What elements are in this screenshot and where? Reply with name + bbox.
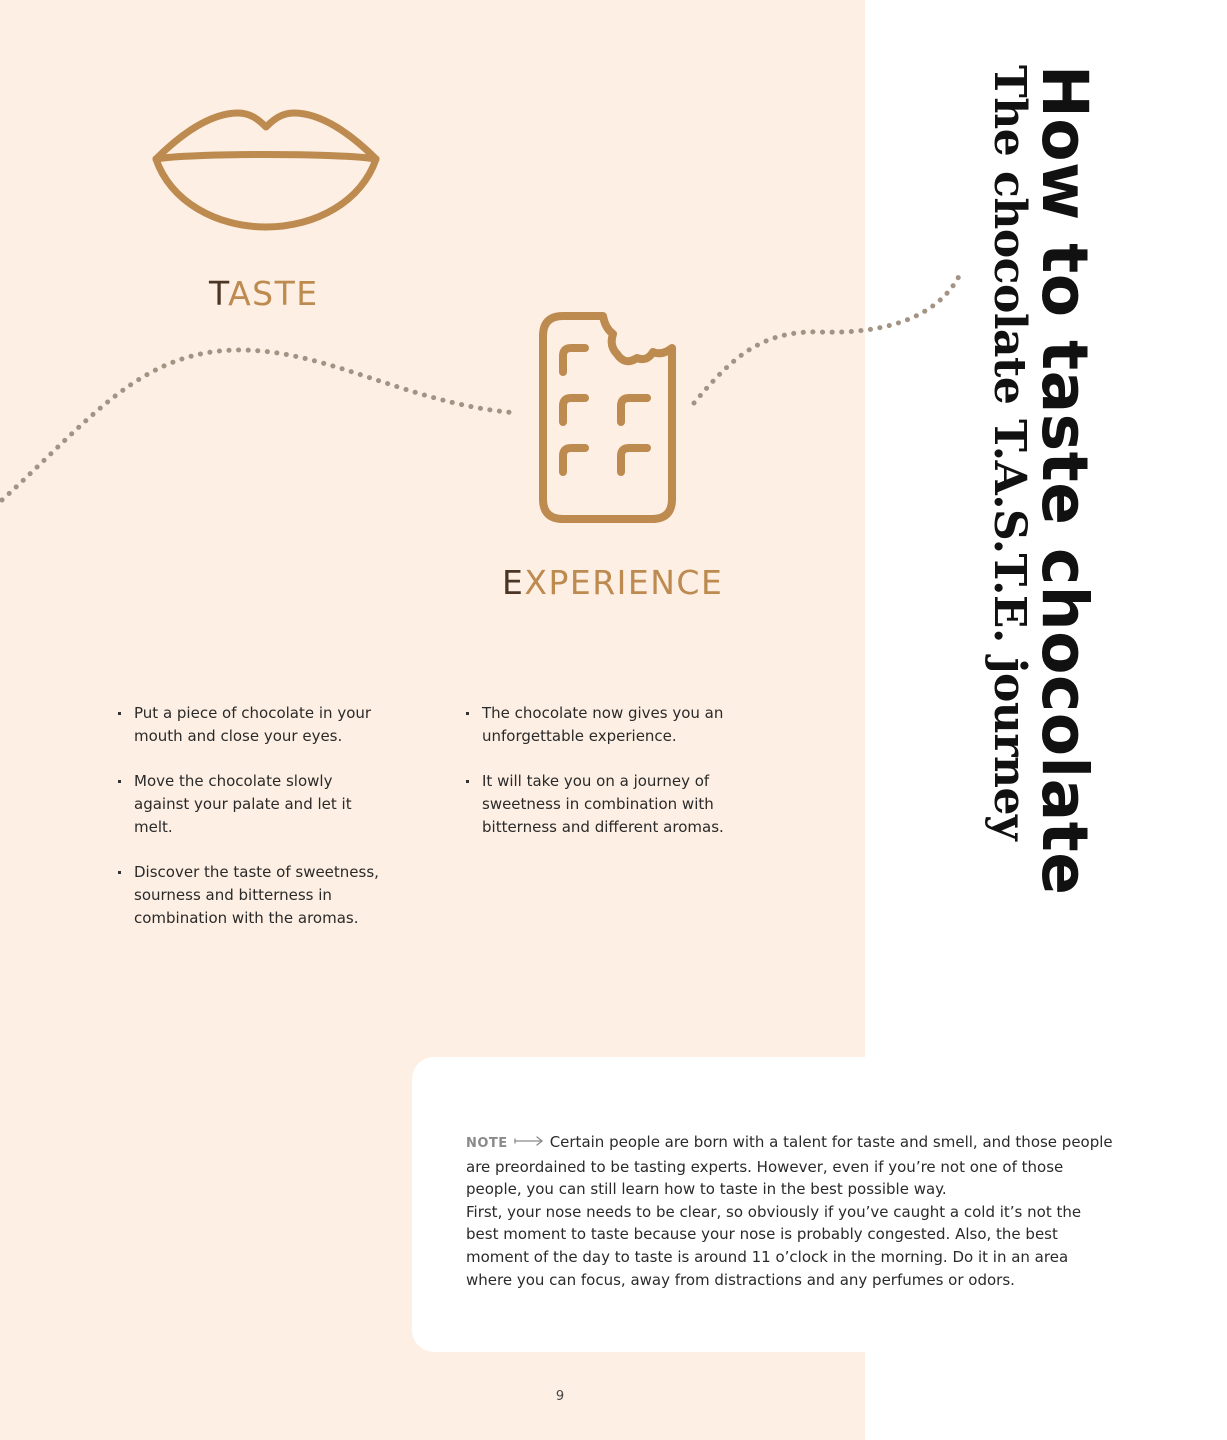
taste-heading (209, 274, 319, 313)
list-item: Put a piece of chocolate in your mouth and close your eyes. (118, 702, 388, 748)
vertical-title-block (983, 65, 1101, 896)
experience-heading-initial: E (502, 563, 525, 602)
note-box (412, 1057, 1227, 1352)
note-paragraph-1: Certain people are born with a talent for taste and smell, and those people are preordained to be tasting experts. However, even if you’re not one of those people, you can still learn how to taste in the best possible way. (466, 1133, 1113, 1199)
list-item: Move the chocolate slowly against your palate and let it melt. (118, 770, 388, 839)
experience-heading-rest: XPERIENCE (524, 563, 724, 602)
experience-heading (502, 563, 724, 602)
note-text (466, 1131, 1116, 1291)
taste-bullet-list (118, 702, 388, 952)
experience-bullet-list (466, 702, 726, 861)
note-paragraph-2: First, your nose needs to be clear, so obviously if you’ve caught a cold it’s not the best moment to taste because your nose is probably congested. Also, the best moment of the day to taste is around 11 o’clock in the morning. Do it in an area where you can focus, away from distractions and any perfumes or odors. (466, 1202, 1082, 1289)
bitten-chocolate-bar-icon (535, 310, 680, 525)
lips-icon (150, 105, 382, 235)
page-number: 9 (555, 1389, 565, 1404)
page-title: How to taste chocolate (1028, 65, 1101, 896)
list-item: The chocolate now gives you an unforgettable experience. (466, 702, 726, 748)
taste-heading-initial: T (209, 274, 229, 313)
arrow-right-icon (514, 1136, 544, 1146)
page-subtitle: The chocolate T.A.S.T.E. journey (984, 65, 1035, 841)
taste-heading-rest: ASTE (228, 274, 319, 313)
list-item: Discover the taste of sweetness, sourness and bitterness in combination with the aromas. (118, 861, 388, 930)
note-label: NOTE (466, 1136, 508, 1151)
list-item: It will take you on a journey of sweetness in combination with bitterness and different aromas. (466, 770, 726, 839)
